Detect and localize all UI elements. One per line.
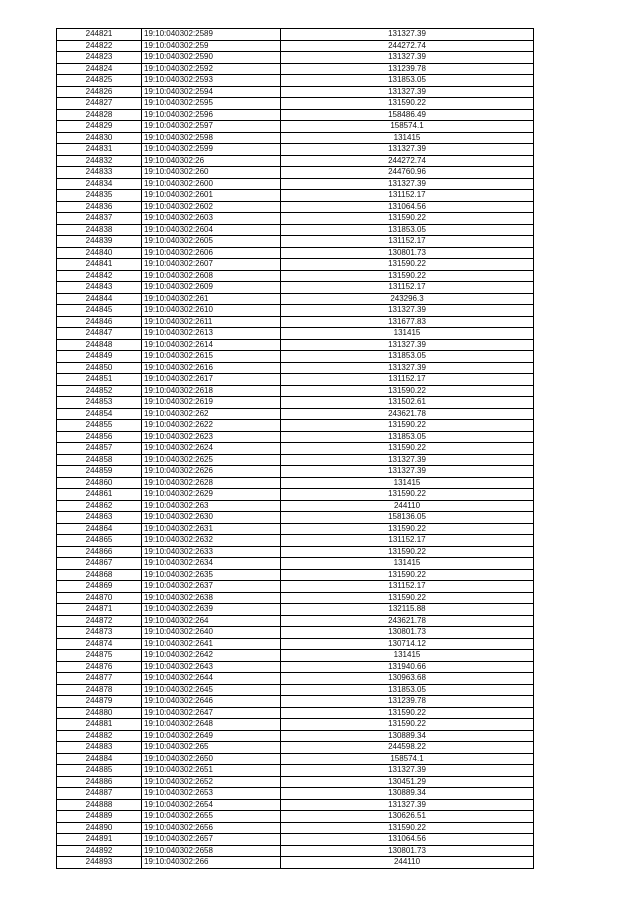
row-id-cell: 244855	[57, 420, 142, 432]
table-row	[57, 224, 534, 236]
row-id-cell: 244880	[57, 707, 142, 719]
row-id-cell: 244828	[57, 109, 142, 121]
value-cell: 131590.22	[281, 523, 534, 535]
table-row	[57, 282, 534, 294]
row-id-cell: 244888	[57, 799, 142, 811]
cadastral-number-cell: 19:10:040302:2616	[142, 362, 281, 374]
value-cell: 131853.05	[281, 684, 534, 696]
value-cell: 244272.74	[281, 155, 534, 167]
value-cell: 130451.29	[281, 776, 534, 788]
table-row	[57, 512, 534, 524]
cadastral-number-cell: 19:10:040302:2590	[142, 52, 281, 64]
cadastral-number-cell: 19:10:040302:2603	[142, 213, 281, 225]
value-cell: 131327.39	[281, 799, 534, 811]
value-cell: 131152.17	[281, 535, 534, 547]
row-id-cell: 244833	[57, 167, 142, 179]
table-row	[57, 328, 534, 340]
cadastral-number-cell: 19:10:040302:2618	[142, 385, 281, 397]
cadastral-number-cell: 19:10:040302:2657	[142, 834, 281, 846]
value-cell: 131590.22	[281, 719, 534, 731]
table-row	[57, 558, 534, 570]
cadastral-number-cell: 19:10:040302:2593	[142, 75, 281, 87]
table-row	[57, 742, 534, 754]
row-id-cell: 244852	[57, 385, 142, 397]
table-row	[57, 351, 534, 363]
table-row	[57, 420, 534, 432]
value-cell: 130801.73	[281, 247, 534, 259]
table-row	[57, 523, 534, 535]
value-cell: 131415	[281, 558, 534, 570]
table-row	[57, 489, 534, 501]
value-cell: 131327.39	[281, 144, 534, 156]
cadastral-number-cell: 19:10:040302:263	[142, 500, 281, 512]
value-cell: 131239.78	[281, 696, 534, 708]
row-id-cell: 244890	[57, 822, 142, 834]
table-row	[57, 845, 534, 857]
row-id-cell: 244877	[57, 673, 142, 685]
cadastral-number-cell: 19:10:040302:2642	[142, 650, 281, 662]
cadastral-number-cell: 19:10:040302:2645	[142, 684, 281, 696]
row-id-cell: 244854	[57, 408, 142, 420]
row-id-cell: 244844	[57, 293, 142, 305]
table-row	[57, 270, 534, 282]
row-id-cell: 244839	[57, 236, 142, 248]
row-id-cell: 244824	[57, 63, 142, 75]
cadastral-number-cell: 19:10:040302:2604	[142, 224, 281, 236]
table-row	[57, 40, 534, 52]
cadastral-number-cell: 19:10:040302:2655	[142, 811, 281, 823]
table-row	[57, 75, 534, 87]
value-cell: 131327.39	[281, 52, 534, 64]
value-cell: 131152.17	[281, 282, 534, 294]
cadastral-number-cell: 19:10:040302:2649	[142, 730, 281, 742]
cadastral-number-cell: 19:10:040302:2629	[142, 489, 281, 501]
row-id-cell: 244886	[57, 776, 142, 788]
table-row	[57, 753, 534, 765]
cadastral-number-cell: 19:10:040302:2613	[142, 328, 281, 340]
table-row	[57, 63, 534, 75]
table-row	[57, 799, 534, 811]
cadastral-number-cell: 19:10:040302:2601	[142, 190, 281, 202]
cadastral-number-cell: 19:10:040302:262	[142, 408, 281, 420]
cadastral-number-cell: 19:10:040302:2631	[142, 523, 281, 535]
value-cell: 130626.51	[281, 811, 534, 823]
cadastral-number-cell: 19:10:040302:2597	[142, 121, 281, 133]
row-id-cell: 244825	[57, 75, 142, 87]
value-cell: 130889.34	[281, 730, 534, 742]
row-id-cell: 244823	[57, 52, 142, 64]
row-id-cell: 244846	[57, 316, 142, 328]
row-id-cell: 244872	[57, 615, 142, 627]
cadastral-number-cell: 19:10:040302:2630	[142, 512, 281, 524]
cadastral-number-cell: 19:10:040302:2598	[142, 132, 281, 144]
row-id-cell: 244849	[57, 351, 142, 363]
cadastral-number-cell: 19:10:040302:2615	[142, 351, 281, 363]
value-cell: 131677.83	[281, 316, 534, 328]
row-id-cell: 244860	[57, 477, 142, 489]
table-row	[57, 857, 534, 869]
row-id-cell: 244893	[57, 857, 142, 869]
row-id-cell: 244841	[57, 259, 142, 271]
row-id-cell: 244892	[57, 845, 142, 857]
cadastral-number-cell: 19:10:040302:265	[142, 742, 281, 754]
table-row	[57, 477, 534, 489]
table-row	[57, 719, 534, 731]
value-cell: 131327.39	[281, 466, 534, 478]
table-row	[57, 155, 534, 167]
row-id-cell: 244871	[57, 604, 142, 616]
cadastral-number-cell: 19:10:040302:2622	[142, 420, 281, 432]
table-row	[57, 167, 534, 179]
cadastral-number-cell: 19:10:040302:26	[142, 155, 281, 167]
table-row	[57, 213, 534, 225]
row-id-cell: 244840	[57, 247, 142, 259]
table-row	[57, 834, 534, 846]
table-row	[57, 811, 534, 823]
row-id-cell: 244867	[57, 558, 142, 570]
value-cell: 130801.73	[281, 845, 534, 857]
cadastral-number-cell: 19:10:040302:2643	[142, 661, 281, 673]
table-row	[57, 408, 534, 420]
cadastral-number-cell: 19:10:040302:2628	[142, 477, 281, 489]
table-row	[57, 98, 534, 110]
value-cell: 244110	[281, 500, 534, 512]
value-cell: 131152.17	[281, 236, 534, 248]
cadastral-number-cell: 19:10:040302:2619	[142, 397, 281, 409]
table-row	[57, 730, 534, 742]
table-row	[57, 696, 534, 708]
row-id-cell: 244843	[57, 282, 142, 294]
row-id-cell: 244826	[57, 86, 142, 98]
cadastral-number-cell: 19:10:040302:2646	[142, 696, 281, 708]
cadastral-number-cell: 19:10:040302:2624	[142, 443, 281, 455]
row-id-cell: 244859	[57, 466, 142, 478]
value-cell: 130963.68	[281, 673, 534, 685]
row-id-cell: 244862	[57, 500, 142, 512]
value-cell: 131940.66	[281, 661, 534, 673]
row-id-cell: 244873	[57, 627, 142, 639]
row-id-cell: 244857	[57, 443, 142, 455]
table-row	[57, 535, 534, 547]
cadastral-number-cell: 19:10:040302:2609	[142, 282, 281, 294]
cadastral-number-cell: 19:10:040302:2607	[142, 259, 281, 271]
value-cell: 131415	[281, 132, 534, 144]
value-cell: 130801.73	[281, 627, 534, 639]
cadastral-number-cell: 19:10:040302:2641	[142, 638, 281, 650]
value-cell: 131590.22	[281, 270, 534, 282]
value-cell: 131064.56	[281, 201, 534, 213]
value-cell: 131590.22	[281, 592, 534, 604]
value-cell: 131853.05	[281, 75, 534, 87]
value-cell: 131064.56	[281, 834, 534, 846]
cadastral-number-cell: 19:10:040302:2637	[142, 581, 281, 593]
value-cell: 158486.49	[281, 109, 534, 121]
table-row	[57, 121, 534, 133]
row-id-cell: 244878	[57, 684, 142, 696]
table-row	[57, 638, 534, 650]
cadastral-number-cell: 19:10:040302:2610	[142, 305, 281, 317]
row-id-cell: 244853	[57, 397, 142, 409]
row-id-cell: 244851	[57, 374, 142, 386]
cadastral-number-cell: 19:10:040302:2594	[142, 86, 281, 98]
row-id-cell: 244827	[57, 98, 142, 110]
cadastral-number-cell: 19:10:040302:2592	[142, 63, 281, 75]
row-id-cell: 244874	[57, 638, 142, 650]
value-cell: 131590.22	[281, 98, 534, 110]
cadastral-number-cell: 19:10:040302:2651	[142, 765, 281, 777]
row-id-cell: 244881	[57, 719, 142, 731]
table-row	[57, 178, 534, 190]
value-cell: 131327.39	[281, 765, 534, 777]
cadastral-number-cell: 19:10:040302:2654	[142, 799, 281, 811]
row-id-cell: 244869	[57, 581, 142, 593]
value-cell: 131502.61	[281, 397, 534, 409]
table-row	[57, 236, 534, 248]
value-cell: 131590.22	[281, 707, 534, 719]
cadastral-number-cell: 19:10:040302:2653	[142, 788, 281, 800]
value-cell: 131590.22	[281, 822, 534, 834]
row-id-cell: 244865	[57, 535, 142, 547]
value-cell: 244760.96	[281, 167, 534, 179]
table-row	[57, 454, 534, 466]
row-id-cell: 244863	[57, 512, 142, 524]
cadastral-number-cell: 19:10:040302:260	[142, 167, 281, 179]
table-row	[57, 627, 534, 639]
row-id-cell: 244832	[57, 155, 142, 167]
table-row	[57, 776, 534, 788]
value-cell: 131152.17	[281, 581, 534, 593]
cadastral-number-cell: 19:10:040302:2595	[142, 98, 281, 110]
cadastral-number-cell: 19:10:040302:2608	[142, 270, 281, 282]
value-cell: 131590.22	[281, 546, 534, 558]
value-cell: 131327.39	[281, 86, 534, 98]
value-cell: 131590.22	[281, 259, 534, 271]
row-id-cell: 244868	[57, 569, 142, 581]
row-id-cell: 244882	[57, 730, 142, 742]
row-id-cell: 244858	[57, 454, 142, 466]
cadastral-number-cell: 19:10:040302:2638	[142, 592, 281, 604]
cadastral-number-cell: 19:10:040302:2625	[142, 454, 281, 466]
value-cell: 131590.22	[281, 385, 534, 397]
value-cell: 131327.39	[281, 29, 534, 41]
table-row	[57, 822, 534, 834]
cadastral-number-cell: 19:10:040302:2602	[142, 201, 281, 213]
value-cell: 131590.22	[281, 569, 534, 581]
value-cell: 243621.78	[281, 408, 534, 420]
cadastral-number-cell: 19:10:040302:2635	[142, 569, 281, 581]
cadastral-number-cell: 19:10:040302:2647	[142, 707, 281, 719]
value-cell: 244110	[281, 857, 534, 869]
value-cell: 131152.17	[281, 190, 534, 202]
value-cell: 131853.05	[281, 431, 534, 443]
table-row	[57, 316, 534, 328]
cadastral-number-cell: 19:10:040302:2596	[142, 109, 281, 121]
cadastral-number-cell: 19:10:040302:2633	[142, 546, 281, 558]
table-row	[57, 397, 534, 409]
table-body	[57, 29, 534, 869]
cadastral-number-cell: 19:10:040302:2605	[142, 236, 281, 248]
table-row	[57, 29, 534, 41]
value-cell: 131327.39	[281, 362, 534, 374]
row-id-cell: 244847	[57, 328, 142, 340]
value-cell: 244272.74	[281, 40, 534, 52]
cadastral-number-cell: 19:10:040302:2658	[142, 845, 281, 857]
table-row	[57, 374, 534, 386]
cadastral-number-cell: 19:10:040302:2600	[142, 178, 281, 190]
value-cell: 131327.39	[281, 178, 534, 190]
cadastral-number-cell: 19:10:040302:2650	[142, 753, 281, 765]
row-id-cell: 244866	[57, 546, 142, 558]
table-row	[57, 259, 534, 271]
value-cell: 131415	[281, 328, 534, 340]
table-row	[57, 144, 534, 156]
row-id-cell: 244875	[57, 650, 142, 662]
table-row	[57, 385, 534, 397]
cadastral-number-cell: 19:10:040302:2648	[142, 719, 281, 731]
cadastral-number-cell: 19:10:040302:2617	[142, 374, 281, 386]
cadastral-number-cell: 19:10:040302:2639	[142, 604, 281, 616]
table-row	[57, 201, 534, 213]
cadastral-number-cell: 19:10:040302:2644	[142, 673, 281, 685]
table-row	[57, 765, 534, 777]
cadastral-number-cell: 19:10:040302:2656	[142, 822, 281, 834]
table-row	[57, 592, 534, 604]
table-row	[57, 788, 534, 800]
table-row	[57, 431, 534, 443]
table-row	[57, 581, 534, 593]
row-id-cell: 244861	[57, 489, 142, 501]
cadastral-number-cell: 19:10:040302:2599	[142, 144, 281, 156]
value-cell: 131853.05	[281, 224, 534, 236]
table-row	[57, 569, 534, 581]
table-row	[57, 684, 534, 696]
row-id-cell: 244885	[57, 765, 142, 777]
row-id-cell: 244879	[57, 696, 142, 708]
row-id-cell: 244834	[57, 178, 142, 190]
cadastral-number-cell: 19:10:040302:2623	[142, 431, 281, 443]
row-id-cell: 244891	[57, 834, 142, 846]
table-row	[57, 52, 534, 64]
table-row	[57, 362, 534, 374]
table-row	[57, 673, 534, 685]
row-id-cell: 244837	[57, 213, 142, 225]
cadastral-number-cell: 19:10:040302:2589	[142, 29, 281, 41]
value-cell: 131590.22	[281, 489, 534, 501]
value-cell: 158136.05	[281, 512, 534, 524]
value-cell: 131415	[281, 477, 534, 489]
cadastral-number-cell: 19:10:040302:2611	[142, 316, 281, 328]
value-cell: 131590.22	[281, 443, 534, 455]
row-id-cell: 244887	[57, 788, 142, 800]
row-id-cell: 244831	[57, 144, 142, 156]
value-cell: 132115.88	[281, 604, 534, 616]
table-row	[57, 443, 534, 455]
value-cell: 131590.22	[281, 213, 534, 225]
row-id-cell: 244838	[57, 224, 142, 236]
table-row	[57, 546, 534, 558]
value-cell: 243621.78	[281, 615, 534, 627]
row-id-cell: 244845	[57, 305, 142, 317]
row-id-cell: 244830	[57, 132, 142, 144]
table-row	[57, 293, 534, 305]
row-id-cell: 244822	[57, 40, 142, 52]
cadastral-number-cell: 19:10:040302:2606	[142, 247, 281, 259]
value-cell: 131327.39	[281, 454, 534, 466]
row-id-cell: 244821	[57, 29, 142, 41]
row-id-cell: 244870	[57, 592, 142, 604]
table-row	[57, 604, 534, 616]
value-cell: 158574.1	[281, 753, 534, 765]
table-row	[57, 305, 534, 317]
value-cell: 243296.3	[281, 293, 534, 305]
cadastral-number-cell: 19:10:040302:2614	[142, 339, 281, 351]
value-cell: 131327.39	[281, 305, 534, 317]
cadastral-number-cell: 19:10:040302:261	[142, 293, 281, 305]
row-id-cell: 244864	[57, 523, 142, 535]
row-id-cell: 244889	[57, 811, 142, 823]
row-id-cell: 244856	[57, 431, 142, 443]
table-row	[57, 132, 534, 144]
row-id-cell: 244884	[57, 753, 142, 765]
value-cell: 131239.78	[281, 63, 534, 75]
value-cell: 131327.39	[281, 339, 534, 351]
value-cell: 158574.1	[281, 121, 534, 133]
cadastral-number-cell: 19:10:040302:259	[142, 40, 281, 52]
row-id-cell: 244883	[57, 742, 142, 754]
table-row	[57, 190, 534, 202]
table-row	[57, 650, 534, 662]
row-id-cell: 244876	[57, 661, 142, 673]
row-id-cell: 244835	[57, 190, 142, 202]
row-id-cell: 244829	[57, 121, 142, 133]
value-cell: 130714.12	[281, 638, 534, 650]
table-row	[57, 615, 534, 627]
value-cell: 131590.22	[281, 420, 534, 432]
table-row	[57, 339, 534, 351]
cadastral-number-cell: 19:10:040302:2640	[142, 627, 281, 639]
cadastral-number-cell: 19:10:040302:2626	[142, 466, 281, 478]
cadastral-number-cell: 19:10:040302:266	[142, 857, 281, 869]
table-row	[57, 661, 534, 673]
cadastral-number-cell: 19:10:040302:264	[142, 615, 281, 627]
table-row	[57, 466, 534, 478]
value-cell: 131853.05	[281, 351, 534, 363]
table-row	[57, 500, 534, 512]
cadastral-number-cell: 19:10:040302:2634	[142, 558, 281, 570]
table-row	[57, 86, 534, 98]
value-cell: 244598.22	[281, 742, 534, 754]
table-row	[57, 707, 534, 719]
table-row	[57, 247, 534, 259]
table-row	[57, 109, 534, 121]
data-table	[56, 28, 534, 869]
row-id-cell: 244836	[57, 201, 142, 213]
value-cell: 131415	[281, 650, 534, 662]
value-cell: 130889.34	[281, 788, 534, 800]
row-id-cell: 244848	[57, 339, 142, 351]
row-id-cell: 244842	[57, 270, 142, 282]
cadastral-number-cell: 19:10:040302:2652	[142, 776, 281, 788]
value-cell: 131152.17	[281, 374, 534, 386]
cadastral-number-cell: 19:10:040302:2632	[142, 535, 281, 547]
row-id-cell: 244850	[57, 362, 142, 374]
